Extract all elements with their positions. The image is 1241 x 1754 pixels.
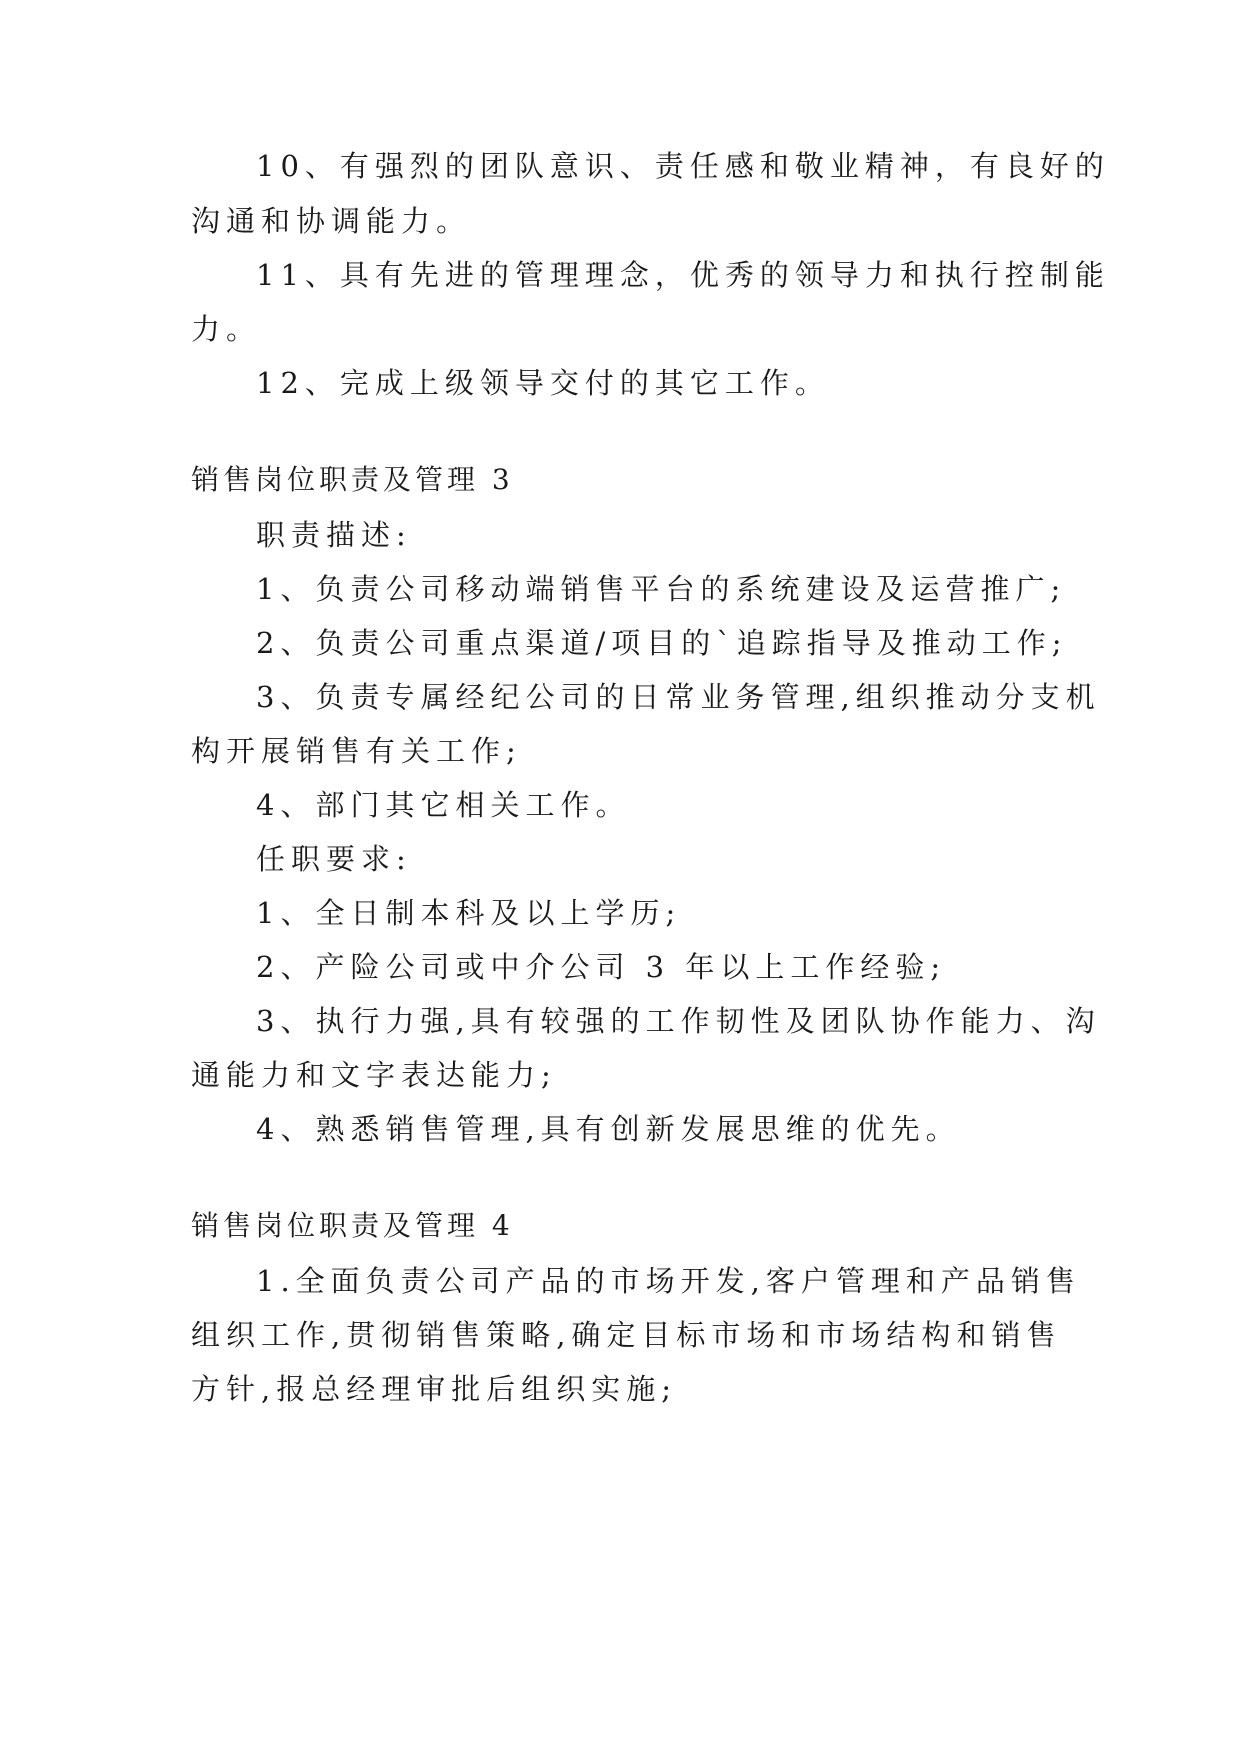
duty-1: 1、负责公司移动端销售平台的系统建设及运营推广; bbox=[256, 572, 1067, 606]
requirement-4: 4、熟悉销售管理,具有创新发展思维的优先。 bbox=[256, 1112, 961, 1146]
item-12: 12、完成上级领导交付的其它工作。 bbox=[256, 366, 830, 400]
section-3-title: 销售岗位职责及管理 3 bbox=[191, 463, 514, 496]
item-11-line-2: 力。 bbox=[191, 312, 262, 346]
item-10-line-2: 沟通和协调能力。 bbox=[191, 204, 472, 238]
item-11-line-1: 11、具有先进的管理理念，优秀的领导力和执行控制能 bbox=[256, 258, 1110, 292]
requirement-3-line-2: 通能力和文字表达能力; bbox=[191, 1058, 557, 1092]
duties-label: 职责描述: bbox=[256, 518, 412, 552]
requirement-1: 1、全日制本科及以上学历; bbox=[256, 896, 682, 930]
duty-4: 4、部门其它相关工作。 bbox=[256, 788, 631, 822]
duty-3-line-1: 3、负责专属经纪公司的日常业务管理,组织推动分支机 bbox=[256, 680, 1101, 714]
item-10-line-1: 10、有强烈的团队意识、责任感和敬业精神，有良好的 bbox=[256, 149, 1110, 183]
duty-2: 2、负责公司重点渠道/项目的`追踪指导及推动工作; bbox=[256, 626, 1068, 660]
duty-3-line-2: 构开展销售有关工作; bbox=[191, 734, 522, 768]
section-4-title: 销售岗位职责及管理 4 bbox=[191, 1209, 514, 1242]
section-4-item-1-line-1: 1.全面负责公司产品的市场开发,客户管理和产品销售 bbox=[256, 1264, 1081, 1298]
requirements-label: 任职要求: bbox=[256, 842, 412, 876]
section-4-item-1-line-2: 组织工作,贯彻销售策略,确定目标市场和市场结构和销售 bbox=[191, 1318, 1062, 1352]
requirement-3-line-1: 3、执行力强,具有较强的工作韧性及团队协作能力、沟 bbox=[256, 1004, 1101, 1038]
requirement-2: 2、产险公司或中介公司 3 年以上工作经验; bbox=[256, 950, 947, 984]
section-4-item-1-line-3: 方针,报总经理审批后组织实施; bbox=[191, 1372, 677, 1406]
